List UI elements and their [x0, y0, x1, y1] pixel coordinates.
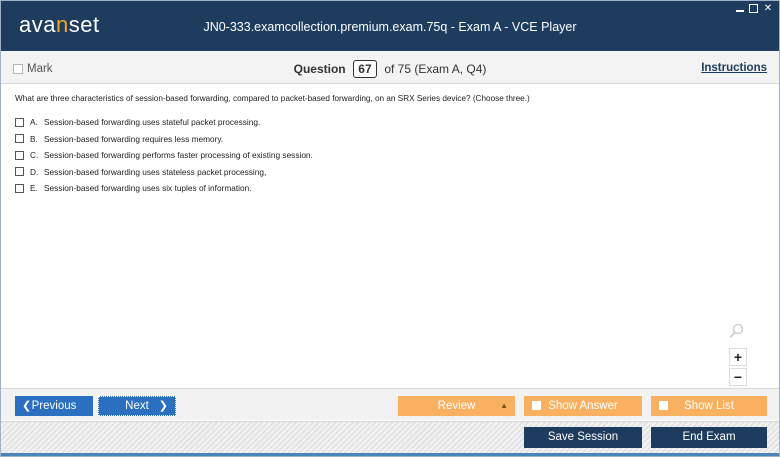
option-e[interactable] — [15, 180, 313, 197]
mark-label: Mark — [27, 63, 53, 75]
option-b-checkbox[interactable] — [15, 134, 24, 143]
question-content — [1, 85, 779, 387]
option-e-checkbox[interactable] — [15, 184, 24, 193]
option-text: Session-based forwarding performs faster processing of existing session. — [44, 150, 313, 161]
zoom-out-button[interactable]: − — [729, 368, 747, 386]
close-icon[interactable]: ✕ — [763, 3, 773, 14]
option-text: Session-based forwarding uses stateful packet processing. — [44, 117, 261, 128]
show-list-button[interactable] — [651, 396, 767, 416]
review-button[interactable] — [398, 396, 515, 416]
maximize-icon[interactable] — [749, 4, 758, 13]
window-title: JN0-333.examcollection.premium.exam.75q - Exam A - VCE Player — [203, 20, 577, 34]
bottom-border — [1, 453, 779, 456]
question-of-text: of 75 (Exam A, Q4) — [384, 62, 487, 76]
next-label: Next — [125, 400, 149, 412]
option-c-checkbox[interactable] — [15, 151, 24, 160]
chevron-right-icon: ❯ — [158, 400, 168, 412]
option-letter: E. — [30, 183, 38, 194]
show-answer-button[interactable] — [524, 396, 642, 416]
avanset-logo: avanset — [19, 12, 100, 37]
review-label: Review — [437, 400, 476, 412]
end-exam-button[interactable]: End Exam — [651, 427, 767, 448]
option-letter: D. — [30, 166, 39, 177]
footer-bar — [1, 421, 779, 454]
next-button[interactable] — [98, 396, 176, 416]
zoom-controls — [729, 323, 747, 388]
window-controls — [736, 4, 773, 14]
option-letter: C. — [30, 150, 39, 161]
option-text: Session-based forwarding uses stateless packet processing, — [44, 166, 267, 177]
show-answer-label: Show Answer — [548, 400, 618, 412]
show-list-label: Show List — [684, 400, 734, 412]
instructions-link[interactable]: Instructions — [701, 62, 767, 74]
title-bar — [1, 1, 779, 51]
zoom-in-button[interactable]: + — [729, 348, 747, 366]
navigation-bar — [1, 388, 779, 420]
question-indicator — [1, 60, 779, 78]
previous-label: Previous — [31, 400, 77, 412]
answer-options — [15, 114, 313, 197]
option-a[interactable] — [15, 114, 313, 131]
triangle-up-icon: ▲ — [500, 401, 508, 410]
save-session-button[interactable]: Save Session — [524, 427, 642, 448]
show-list-checkbox[interactable] — [659, 401, 668, 410]
question-label: Question — [293, 62, 346, 76]
question-header — [1, 51, 779, 84]
chevron-left-icon: ❮ — [22, 400, 32, 412]
option-letter: B. — [30, 133, 38, 144]
option-c[interactable] — [15, 147, 313, 164]
option-text: Session-based forwarding uses six tuples of information. — [44, 183, 252, 194]
previous-button[interactable] — [15, 396, 93, 416]
show-answer-checkbox[interactable] — [532, 401, 541, 410]
option-b[interactable] — [15, 131, 313, 148]
option-a-checkbox[interactable] — [15, 118, 24, 127]
minimize-icon[interactable] — [736, 4, 744, 12]
option-d-checkbox[interactable] — [15, 167, 24, 176]
option-d[interactable] — [15, 164, 313, 181]
option-text: Session-based forwarding requires less memory. — [44, 133, 224, 144]
question-text: What are three characteristics of session-based forwarding, compared to packet-based forwarding, on an SRX Series device? (Choose three.) — [15, 94, 530, 103]
magnifier-icon — [729, 323, 745, 339]
option-letter: A. — [30, 117, 38, 128]
question-number-input[interactable]: 67 — [353, 60, 377, 78]
